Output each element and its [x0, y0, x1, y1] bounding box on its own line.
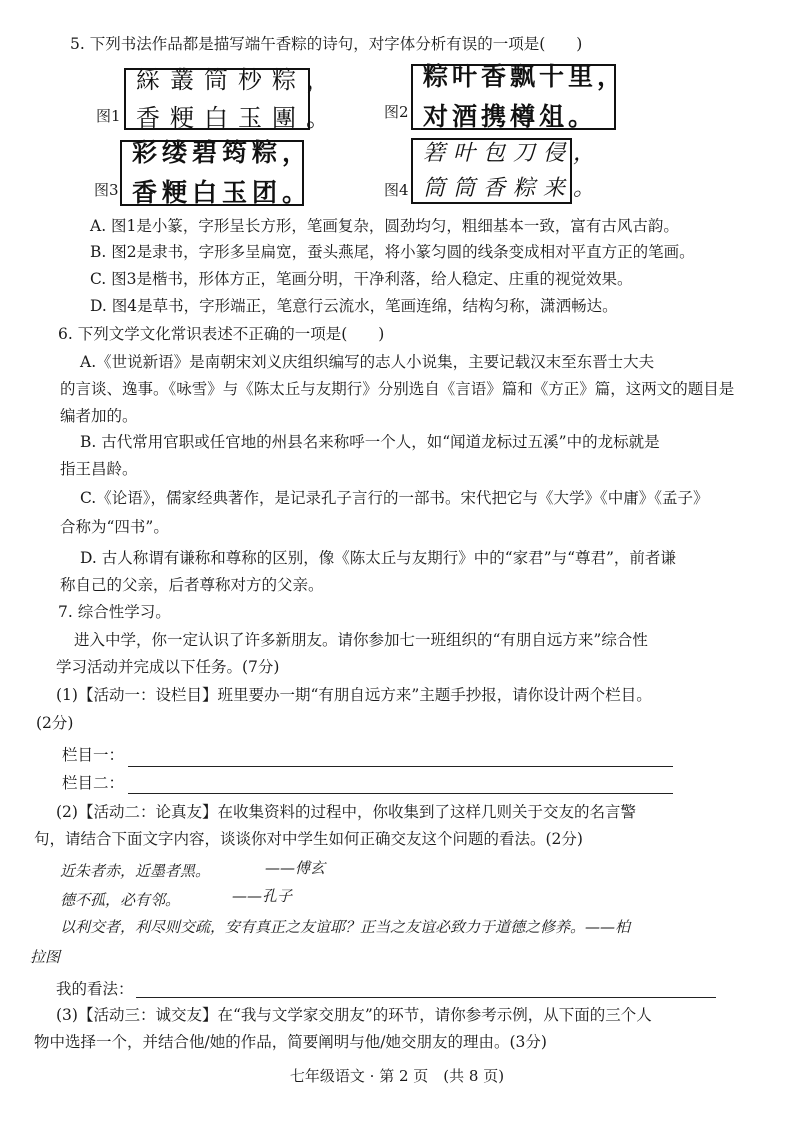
- fig3-label: 图3: [94, 181, 119, 199]
- column-one-answer-line[interactable]: [128, 766, 673, 767]
- fig2-line1: 粽叶香飘十里，: [423, 62, 627, 91]
- fig1-label: 图1: [96, 107, 121, 125]
- q7-activity3-line2: 物中选择一个，并结合他/她的作品，简要阐明与他/她交朋友的理由。(3分): [34, 1033, 547, 1051]
- quote-plato: 以利交者，利尽则交疏，安有真正之友谊耶？正当之友谊必致力于道德之修养。——柏: [60, 918, 631, 936]
- q6-option-b-line1: B. 古代常用官职或任官地的州县名来称呼一个人，如“闻道龙标过五溪”中的龙标就是: [80, 433, 660, 451]
- q7-activity3-line1: (3)【活动三：诚交友】在“我与文学家交朋友”的环节，请你参考示例，从下面的三个人: [56, 1006, 652, 1024]
- my-opinion-label: 我的看法：: [56, 980, 134, 998]
- fig3-regular-script: [120, 138, 313, 207]
- q6-option-d-line1: D. 古人称谓有谦称和尊称的区别，像《陈太丘与友期行》中的“家君”与“尊君”，前者谦: [80, 549, 676, 567]
- fig2-line2: 对酒携樽俎。: [423, 102, 598, 131]
- page-footer: 七年级语文 · 第 2 页 (共 8 页): [289, 1067, 505, 1085]
- q7-activity1-line2: (2分): [36, 714, 74, 732]
- q6-option-a-line1: A.《世说新语》是南朝宋刘义庆组织编写的志人小说集，主要记载汉末至东晋士大夫: [80, 353, 655, 371]
- column-two-answer-line[interactable]: [128, 793, 673, 794]
- q7-activity1-line1: (1)【活动一：设栏目】班里要办一期“有朋自远方来”主题手抄报，请你设计两个栏目。: [56, 686, 652, 704]
- q6-option-a-line2: 的言谈、逸事。《咏雪》与《陈太丘与友期行》分别选自《言语》篇和《方正》篇，这两文的题目是: [60, 380, 735, 398]
- fig2-label: 图2: [384, 103, 409, 121]
- q6-option-a-line3: 编者加的。: [60, 407, 138, 425]
- q6-option-d-line2: 称自己的父亲，后者尊称对方的父亲。: [60, 576, 324, 594]
- quote-confucius: 德不孤，必有邻。: [60, 891, 181, 909]
- q5-option-b: B. 图2是隶书，字形多呈扁宽，蚕头燕尾，将小篆匀圆的线条变成相对平直方正的笔画。: [90, 243, 695, 261]
- q6-option-c-line2: 合称为“四书”。: [60, 518, 169, 536]
- fig1-seal-script: [124, 65, 340, 132]
- fig3-line2: 香粳白玉团。: [132, 178, 313, 207]
- fig4-label: 图4: [384, 181, 409, 199]
- q6-option-b-line2: 指王昌龄。: [60, 460, 138, 478]
- q5-stem: 5. 下列书法作品都是描写端午香粽的诗句，对字体分析有误的一项是( ): [70, 35, 583, 53]
- fig1-line2: 香粳白玉團。: [136, 104, 340, 132]
- fig2-clerical-script: [411, 62, 627, 131]
- q7-intro-line2: 学习活动并完成以下任务。(7分): [56, 658, 280, 676]
- fig1-line1: 綵叢筒杪粽，: [136, 65, 340, 94]
- quote-fu-xuan: 近朱者赤，近墨者黑。: [60, 862, 211, 880]
- q7-stem: 7. 综合性学习。: [58, 603, 171, 621]
- quote-plato-source: 拉图: [30, 948, 61, 966]
- q7-activity2-line2: 句，请结合下面文字内容，谈谈你对中学生如何正确交友这个问题的看法。(2分): [34, 830, 583, 848]
- q7-intro-line1: 进入中学，你一定认识了许多新朋友。请你参加七一班组织的“有朋自远方来”综合性: [74, 631, 648, 649]
- quote-confucius-source: ——孔子: [232, 887, 293, 905]
- q5-option-c: C. 图3是楷书，形体方正，笔画分明，干净利落，给人稳定、庄重的视觉效果。: [90, 270, 633, 288]
- quote-fu-xuan-source: ——傅玄: [265, 859, 326, 877]
- column-one-label: 栏目一：: [62, 746, 125, 764]
- fig4-cursive-script: [411, 138, 604, 204]
- my-opinion-answer-line[interactable]: [136, 997, 716, 998]
- q6-stem: 6. 下列文学文化常识表述不正确的一项是( ): [58, 325, 385, 343]
- q6-option-c-line1: C.《论语》，儒家经典著作，是记录孔子言行的一部书。宋代把它与《大学》《中庸》《孟子》: [80, 489, 709, 507]
- q5-option-d: D. 图4是草书，字形端正，笔意行云流水，笔画连绵，结构匀称，潇洒畅达。: [90, 297, 618, 315]
- q7-activity2-line1: (2)【活动二：论真友】在收集资料的过程中，你收集到了这样几则关于交友的名言警: [56, 803, 636, 821]
- fig3-line1: 彩缕碧筠粽，: [132, 138, 313, 167]
- fig4-line2: 筒筒香粽来。: [423, 176, 604, 201]
- q5-option-a: A. 图1是小篆，字形呈长方形，笔画复杂，圆劲均匀，粗细基本一致，富有古风古韵。: [90, 217, 679, 235]
- column-two-label: 栏目二：: [62, 774, 125, 792]
- fig4-line1: 箬叶包刀侵，: [423, 140, 604, 166]
